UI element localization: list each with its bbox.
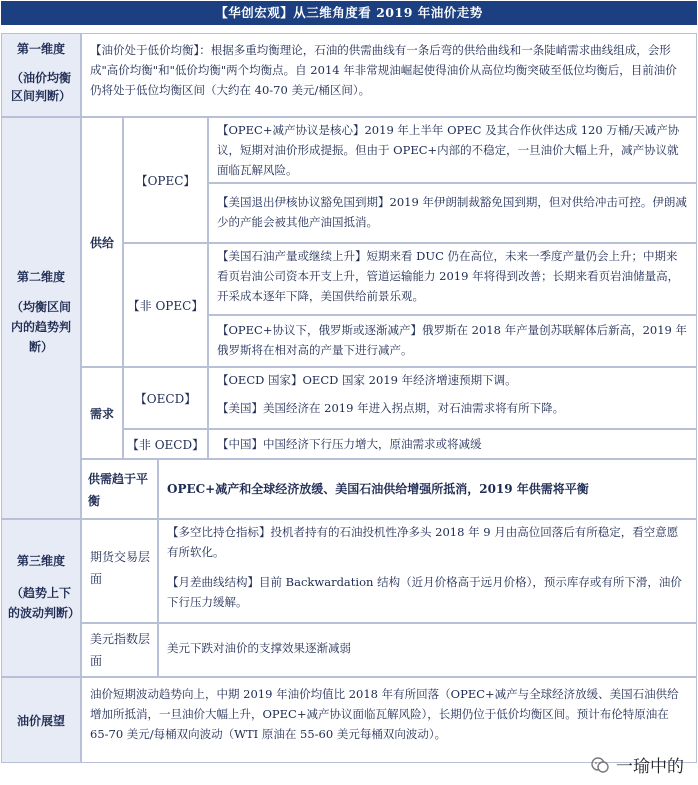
dim2-label-cell — [1, 117, 81, 519]
opec-label: 【OPEC】 — [135, 173, 196, 188]
nonopec-1-cell — [208, 243, 697, 315]
dim1-text-cell — [81, 33, 697, 117]
opec-2-text: 【美国退出伊核协议豁免国到期】2019 年伊朗制裁豁免国到期，但对供给冲击可控。伊朗减少的产能会被其他产油国抵消。 — [217, 195, 687, 229]
nonoecd-label: 【非 OECD】 — [126, 437, 205, 452]
dim2-sublabel: （均衡区间内的趋势判断） — [10, 300, 71, 354]
balance-text-cell — [158, 459, 697, 519]
watermark — [590, 752, 684, 777]
outlook-text: 油价短期波动趋势向上，中期 2019 年油价均值比 2018 年有所回落（OPEC+减产与全球经济放缓、美国石油供给增加所抵消，一旦油价大幅上升，OPEC+减产协议面临瓦解风险），长期仍位于低价均衡区间。预计布伦特原油在 65-70 美元/每桶双向波动（WTI 原油在 55-60 美元每桶双向波动）。 — [90, 687, 679, 741]
oecd-text-cell — [208, 367, 697, 429]
supply-label: 供给 — [89, 235, 114, 250]
wechat-icon — [590, 755, 610, 775]
usd-1-text: 美元下跌对油价的支撑效果逐渐减弱 — [167, 641, 351, 655]
dim1-sublabel: （油价均衡区间判断） — [10, 71, 71, 103]
demand-label: 需求 — [89, 406, 114, 421]
futures-label: 期货交易层面 — [90, 550, 151, 586]
oecd-label: 【OECD】 — [134, 391, 197, 406]
nonopec-1-text: 【美国石油产量或继续上升】短期来看 DUC 仍在高位，未来一季度产量仍会上升；中期来看页岩油公司资本开支上升，管道运输能力 2019 年将得到改善；长期来看页岩油储量高，开采成本逐年下降，美国供给前景乐观。 — [217, 249, 680, 303]
outlook-text-cell — [81, 677, 697, 763]
watermark-text: 一瑜中的 — [616, 757, 684, 777]
table-title: 【华创宏观】从三维角度看 2019 年油价走势 — [1, 1, 697, 25]
nonoecd-text-cell — [208, 429, 697, 459]
outlook-label: 油价展望 — [16, 713, 65, 728]
dim1-text: 【油价处于低价均衡】：根据多重均衡理论，石油的供需曲线有一条后弯的供给曲线和一条陡峭需求曲线组成，会形成"高价均衡"和"低价均衡"两个均衡点。自 2014 年非常规油崛起使得油价从高位均衡突破至低位均衡后，目前油价仍将处于低位均衡区间（大约在 40-70 美元/桶区间）。 — [90, 43, 677, 97]
balance-text: OPEC+减产和全球经济放缓、美国石油供给增强所抵消，2019 年供需将平衡 — [167, 482, 589, 496]
usd-label-cell — [81, 623, 158, 677]
dim1-label-cell — [1, 33, 81, 117]
oecd-1-text: 【OECD 国家】OECD 国家 2019 年经济增速预期下调。 — [217, 373, 517, 387]
nonoecd-cell — [123, 429, 208, 459]
dim1-label: 第一维度 — [16, 42, 65, 56]
nonopec-2-text: 【OPEC+协议下，俄罗斯或逐渐减产】俄罗斯在 2018 年产量创苏联解体后新高，2019 年俄罗斯将在相对高的产量下进行减产。 — [217, 323, 687, 357]
oecd-2-text: 【美国】美国经济在 2019 年进入拐点期，对石油需求将有所下降。 — [217, 401, 565, 415]
dim3-sublabel: （趋势上下的波动判断） — [8, 586, 81, 620]
oecd-cell — [123, 367, 208, 429]
nonopec-cell — [123, 243, 208, 367]
dim2-label: 第二维度 — [16, 270, 65, 284]
opec-1-text: 【OPEC+减产协议是核心】2019 年上半年 OPEC 及其合作伙伴达成 120 万桶/天减产协议，短期对油价形成提振。但由于 OPEC+内部的不稳定，一旦油价大幅上升，减产协议就面临瓦解风险。 — [217, 123, 680, 177]
futures-text-cell — [158, 519, 697, 623]
opec-cell — [123, 117, 208, 243]
balance-label: 供需趋于平衡 — [88, 472, 149, 508]
futures-2-text: 【月差曲线结构】目前 Backwardation 结构（近月价格高于远月价格），预示库存或有所下滑，油价下行压力缓解。 — [167, 575, 682, 609]
dim3-label-cell — [1, 519, 81, 677]
outlook-label-cell — [1, 677, 81, 763]
nonopec-label: 【非 OPEC】 — [127, 298, 204, 313]
usd-text-cell — [158, 623, 697, 677]
supply-cell — [81, 117, 123, 367]
dim3-label: 第三维度 — [16, 554, 65, 568]
futures-1-text: 【多空比持仓指标】投机者持有的石油投机性净多头 2018 年 9 月由高位回落后有所稳定，看空意愿有所软化。 — [167, 525, 679, 559]
nonoecd-1-text: 【中国】中国经济下行压力增大，原油需求或将减缓 — [217, 437, 482, 451]
usd-label: 美元指数层面 — [90, 632, 151, 668]
opec-2-cell — [208, 183, 697, 243]
opec-1-cell — [208, 117, 697, 183]
nonopec-2-cell — [208, 315, 697, 367]
demand-cell — [81, 367, 123, 459]
futures-label-cell — [81, 519, 158, 623]
balance-label-cell — [81, 459, 158, 519]
